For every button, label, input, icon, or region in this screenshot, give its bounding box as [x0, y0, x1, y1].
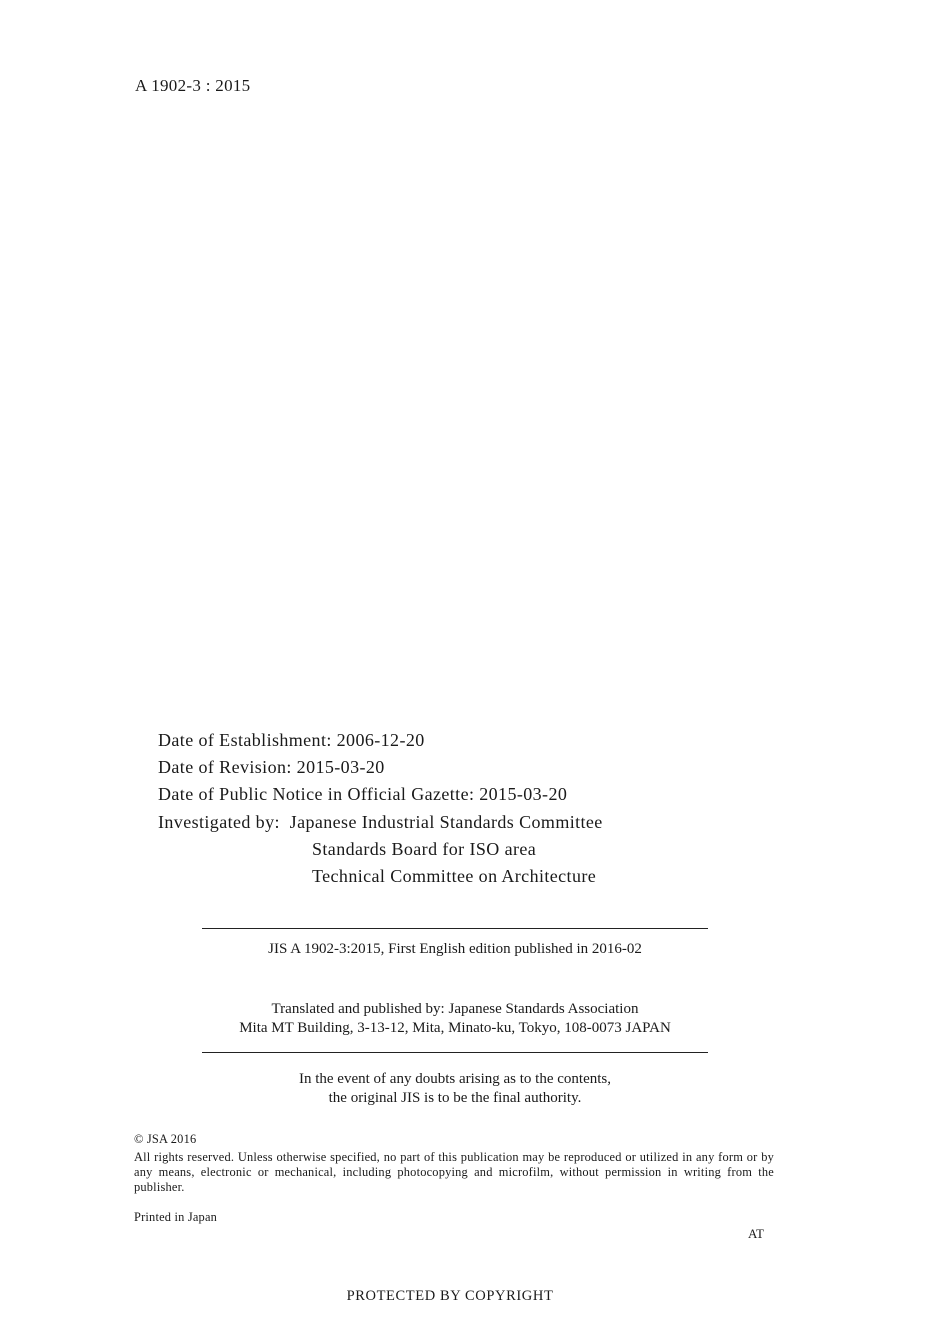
divider-bottom [202, 1052, 708, 1053]
date-of-public-notice: Date of Public Notice in Official Gazette: 2015-03-20 [158, 784, 568, 804]
publisher-address-line: Mita MT Building, 3-13-12, Mita, Minato-ku, Tokyo, 108-0073 JAPAN [239, 1020, 671, 1036]
authority-line-2: the original JIS is to be the final authority. [328, 1090, 582, 1106]
edition-line: JIS A 1902-3:2015, First English edition published in 2016-02 [268, 941, 642, 957]
publisher-name-line: Translated and published by: Japanese Standards Association [271, 1001, 639, 1017]
investigating-board: Standards Board for ISO area [312, 839, 537, 859]
edition-statement [202, 940, 708, 959]
date-of-establishment: Date of Establishment: 2006-12-20 [158, 730, 425, 750]
protected-by-copyright: PROTECTED BY COPYRIGHT [346, 1288, 554, 1304]
authority-line-1: In the event of any doubts arising as to the contents, [298, 1071, 611, 1087]
investigating-committee: Technical Committee on Architecture [312, 866, 597, 886]
divider-top [202, 928, 708, 929]
copyright-notice: © JSA 2016 [134, 1132, 197, 1146]
publisher-block [202, 1000, 708, 1038]
classification-code: AT [748, 1226, 764, 1241]
rights-statement: All rights reserved. Unless otherwise specified, no part of this publication may be reproduced or utilized in any form or by any means, electronic or mechanical, including photocopying and microfilm, without permission in writing from the publisher. [134, 1150, 774, 1194]
authority-notice [202, 1070, 708, 1108]
investigated-by: Investigated by: Japanese Industrial Standards Committee [158, 812, 603, 832]
standard-code: A 1902-3 : 2015 [135, 76, 251, 95]
printed-in: Printed in Japan [134, 1210, 218, 1224]
date-of-revision: Date of Revision: 2015-03-20 [158, 757, 385, 777]
